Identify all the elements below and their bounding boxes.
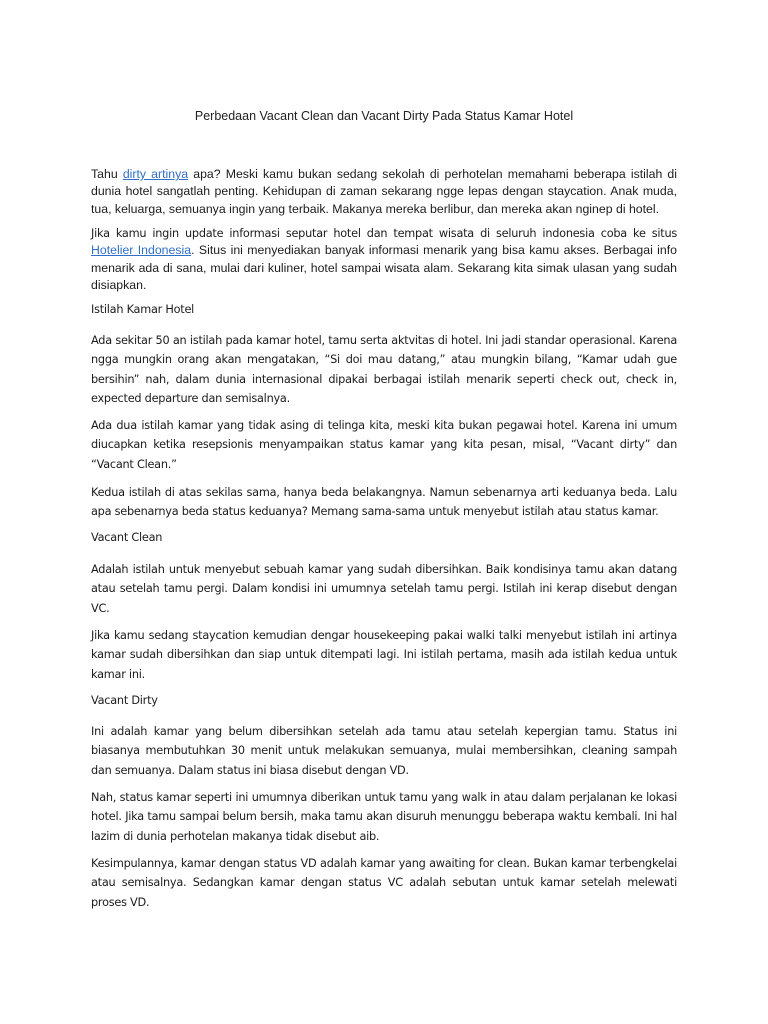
paragraph-istilah: Ada sekitar 50 an istilah pada kamar hotel, tamu serta aktvitas di hotel. Ini jadi standar operasional. Karena ngga mungkin orang akan mengatakan, “Si doi mau datang,” atau mungkin bilang, “Kamar udah gue bersihin” nah, dalam dunia internasional dipakai berbagai istilah menarik seperti check out, check in, expected departure dan semisalnya. xyxy=(91,334,677,405)
dirty-artinya-link[interactable]: dirty artinya xyxy=(122,167,189,181)
paragraph-vacant-clean-definition: Adalah istilah untuk menyebut sebuah kamar yang sudah dibersihkan. Baik kondisinya tamu akan datang atau setelah tamu pergi. Dalam kondisi ini umumnya setelah tamu pergi. Istilah ini kerap disebut dengan VC. xyxy=(91,563,677,615)
heading-istilah-kamar-hotel: Istilah Kamar Hotel xyxy=(91,303,195,316)
paragraph-dua-istilah: Ada dua istilah kamar yang tidak asing di telinga kita, meski kita bukan pegawai hotel. Karena ini umum diucapkan ketika resepsionis menyampaikan status kamar yang kita pesan, misal, “Vacant dirty” dan “Vacant Clean.” xyxy=(91,419,677,471)
heading-vacant-dirty: Vacant Dirty xyxy=(91,694,158,707)
paragraph-kesimpulan: Kesimpulannya, kamar dengan status VD adalah kamar yang awaiting for clean. Bukan kamar terbengkelai atau semisalnya. Sedangkan kamar dengan status VC adalah sebutan untuk kamar setelah melewati proses VD. xyxy=(91,857,677,909)
hotelier-paragraph-bold: Jika kamu ingin update informasi seputar hotel dan tempat wisata di seluruh indonesia coba ke situs xyxy=(91,227,677,240)
intro-paragraph xyxy=(91,166,677,218)
hotelier-indonesia-link[interactable]: Hotelier Indonesia xyxy=(91,243,192,258)
paragraph-vacant-dirty-definition: Ini adalah kamar yang belum dibersihkan setelah ada tamu atau setelah kepergian tamu. Status ini biasanya membutuhkan 30 menit untuk melakukan semuanya, mulai membersihkan, cleaning sampah dan semuanya. Dalam status ini biasa disebut dengan VD. xyxy=(91,725,677,777)
document-title: Perbedaan Vacant Clean dan Vacant Dirty Pada Status Kamar Hotel xyxy=(194,109,574,123)
paragraph-walk-in: Nah, status kamar seperti ini umumnya diberikan untuk tamu yang walk in atau dalam perjalanan ke lokasi hotel. Jika tamu sampai belum bersih, maka tamu akan disuruh menunggu beberapa waktu kembali. Ini hal lazim di dunia perhotelan makanya tidak disebut aib. xyxy=(91,791,677,843)
hotelier-text-after: . Situs ini menyediakan banyak informasi menarik yang bisa kamu akses. Berbagai info menarik ada di sana, mulai dari kuliner, hotel sampai wisata alam. Sekarang kita simak ulasan yang sudah disiapkan. xyxy=(91,243,678,292)
heading-vacant-clean: Vacant Clean xyxy=(91,531,163,544)
intro-text-after: apa? Meski kamu bukan sedang sekolah di perhotelan memahami beberapa istilah di dunia hotel sangatlah penting. Kehidupan di zaman sekarang ngge lepas dengan staycation. Anak muda, tua, keluarga, semuanya ingin yang terbaik. Makanya mereka berlibur, dan mereka akan nginep di hotel. xyxy=(91,167,677,216)
paragraph-staycation: Jika kamu sedang staycation kemudian dengar housekeeping pakai walki talki menyebut istilah ini artinya kamar sudah dibersihkan dan siap untuk ditempati lagi. Ini istilah pertama, masih ada istilah kedua untuk kamar ini. xyxy=(91,629,677,681)
hotelier-paragraph xyxy=(91,225,677,294)
paragraph-kedua-istilah: Kedua istilah di atas sekilas sama, hanya beda belakangnya. Namun sebenarnya arti keduanya beda. Lalu apa sebenarnya beda status keduanya? Memang sama-sama untuk menyebut istilah atau status kamar. xyxy=(91,486,677,519)
intro-text-before: Tahu xyxy=(91,167,123,181)
